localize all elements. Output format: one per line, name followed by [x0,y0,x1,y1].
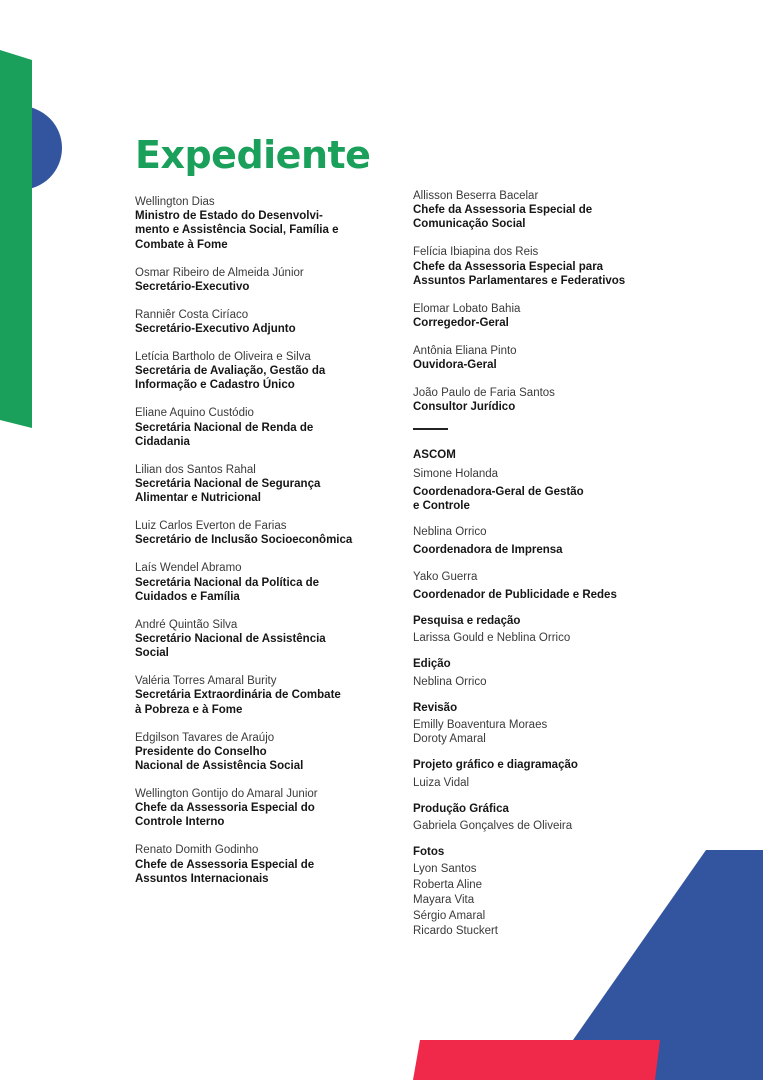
staff-entry [135,350,370,393]
credit-person: Lyon Santos [413,863,477,876]
staff-role: Secretária Nacional da Política de Cuidados e Família [135,576,320,603]
staff-role: Corregedor-Geral [413,317,509,330]
staff-name: João Paulo de Faria Santos [413,387,555,400]
staff-entry [135,561,370,604]
staff-entry [413,344,663,372]
staff-name: Letícia Bartholo de Oliveira e Silva [135,351,311,364]
staff-role: Secretário-Executivo Adjunto [135,323,296,336]
credit-heading: Revisão [413,701,458,714]
credit-heading: Produção Gráfica [413,802,509,815]
staff-name: Renato Domith Godinho [135,844,259,857]
staff-entry [135,519,370,547]
credit-person: Gabriela Gonçalves de Oliveira [413,820,573,833]
credit-person: Mayara Vita [413,894,475,907]
credit-block [413,802,663,833]
staff-entry [135,731,370,774]
staff-entry [135,843,370,886]
red-band-shape [413,1040,660,1080]
staff-role: Consultor Jurídico [413,401,516,414]
staff-entry [413,570,663,602]
credits-section [413,614,663,940]
staff-name: Ranniêr Costa Ciríaco [135,308,249,321]
credit-block [413,701,663,747]
staff-name: Wellington Gontijo do Amaral Junior [135,788,318,801]
staff-entry [413,302,663,330]
staff-role: Chefe de Assessoria Especial de Assuntos Internacionais [135,858,315,885]
ascom-section [413,448,663,602]
staff-name: Valéria Torres Amaral Burity [135,675,277,688]
staff-name: Elomar Lobato Bahia [413,302,521,315]
credit-heading: Projeto gráfico e diagramação [413,759,578,772]
staff-entry [135,308,370,336]
credit-person: Sérgio Amaral [413,909,486,922]
ascom-members [413,467,663,602]
staff-entry [135,406,370,449]
credit-person: Roberta Aline [413,878,483,891]
staff-role: Secretário Nacional de Assistência Social [135,633,326,660]
staff-name: Edgilson Tavares de Araújo [135,731,275,744]
staff-name: Neblina Orrico [413,526,487,539]
credit-person: Emilly Boaventura Moraes [413,719,548,732]
staff-entry [135,787,370,830]
blue-semicircle-shape [0,106,62,190]
page-title: Expediente [135,133,371,177]
staff-entry [413,525,663,557]
staff-entry [413,386,663,414]
staff-role: Chefe da Assessoria Especial do Controle Interno [135,802,315,829]
credit-person: Ricardo Stuckert [413,925,499,938]
credit-person: Doroty Amaral [413,733,486,746]
staff-name: Yako Guerra [413,570,478,583]
staff-role: Secretária Nacional de Segurança Alimentar e Nutricional [135,478,321,505]
staff-entry [413,245,663,288]
credit-heading: Edição [413,658,451,671]
credit-person: Neblina Orrico [413,675,487,688]
staff-role: Secretária Extraordinária de Combate à Pobreza e à Fome [135,689,341,716]
credit-block [413,614,663,645]
staff-name: Eliane Aquino Custódio [135,407,254,420]
staff-role: Secretária Nacional de Renda de Cidadania [135,421,314,448]
staff-entry [135,674,370,717]
staff-name: Lilian dos Santos Rahal [135,463,256,476]
credit-block [413,758,663,789]
staff-role: Secretária de Avaliação, Gestão da Informação e Cadastro Único [135,365,326,392]
credit-heading: Fotos [413,846,445,859]
staff-role: Chefe da Assessoria Especial de Comunicação Social [413,204,593,231]
left-column [135,195,370,900]
staff-entry [135,463,370,506]
staff-name: Osmar Ribeiro de Almeida Júnior [135,266,304,279]
right-column-entries [413,189,663,415]
staff-entry [135,618,370,661]
section-divider [413,428,448,430]
staff-name: Luiz Carlos Everton de Farias [135,520,287,533]
staff-role: Secretário-Executivo [135,280,250,293]
staff-name: Laís Wendel Abramo [135,562,242,575]
staff-name: Allisson Beserra Bacelar [413,190,539,202]
staff-name: Antônia Eliana Pinto [413,345,517,358]
staff-role: Coordenadora-Geral de Gestão e Controle [413,485,584,513]
staff-entry [413,189,663,232]
staff-role: Coordenador de Publicidade e Redes [413,588,617,601]
right-column [413,189,663,952]
credit-block [413,657,663,688]
staff-name: Simone Holanda [413,467,499,480]
staff-name: Wellington Dias [135,196,215,208]
ascom-heading: ASCOM [413,449,456,462]
staff-entry [135,266,370,294]
staff-name: Felícia Ibiapina dos Reis [413,246,539,259]
staff-name: André Quintão Silva [135,618,238,631]
staff-role: Coordenadora de Imprensa [413,544,563,557]
staff-entry [135,195,370,252]
staff-role: Ministro de Estado do Desenvolvi- mento e Assistência Social, Família e Combate à Fome [135,210,339,251]
staff-role: Chefe da Assessoria Especial para Assuntos Parlamentares e Federativos [413,260,626,287]
staff-role: Presidente do Conselho Nacional de Assistência Social [135,745,304,773]
staff-role: Ouvidora-Geral [413,359,497,372]
credit-heading: Pesquisa e redação [413,615,521,628]
staff-role: Secretário de Inclusão Socioeconômica [135,534,353,547]
credit-block [413,845,663,940]
staff-entry [413,467,663,514]
credit-person: Larissa Gould e Neblina Orrico [413,632,571,645]
green-band-shape [0,50,32,428]
credit-person: Luiza Vidal [413,776,470,789]
